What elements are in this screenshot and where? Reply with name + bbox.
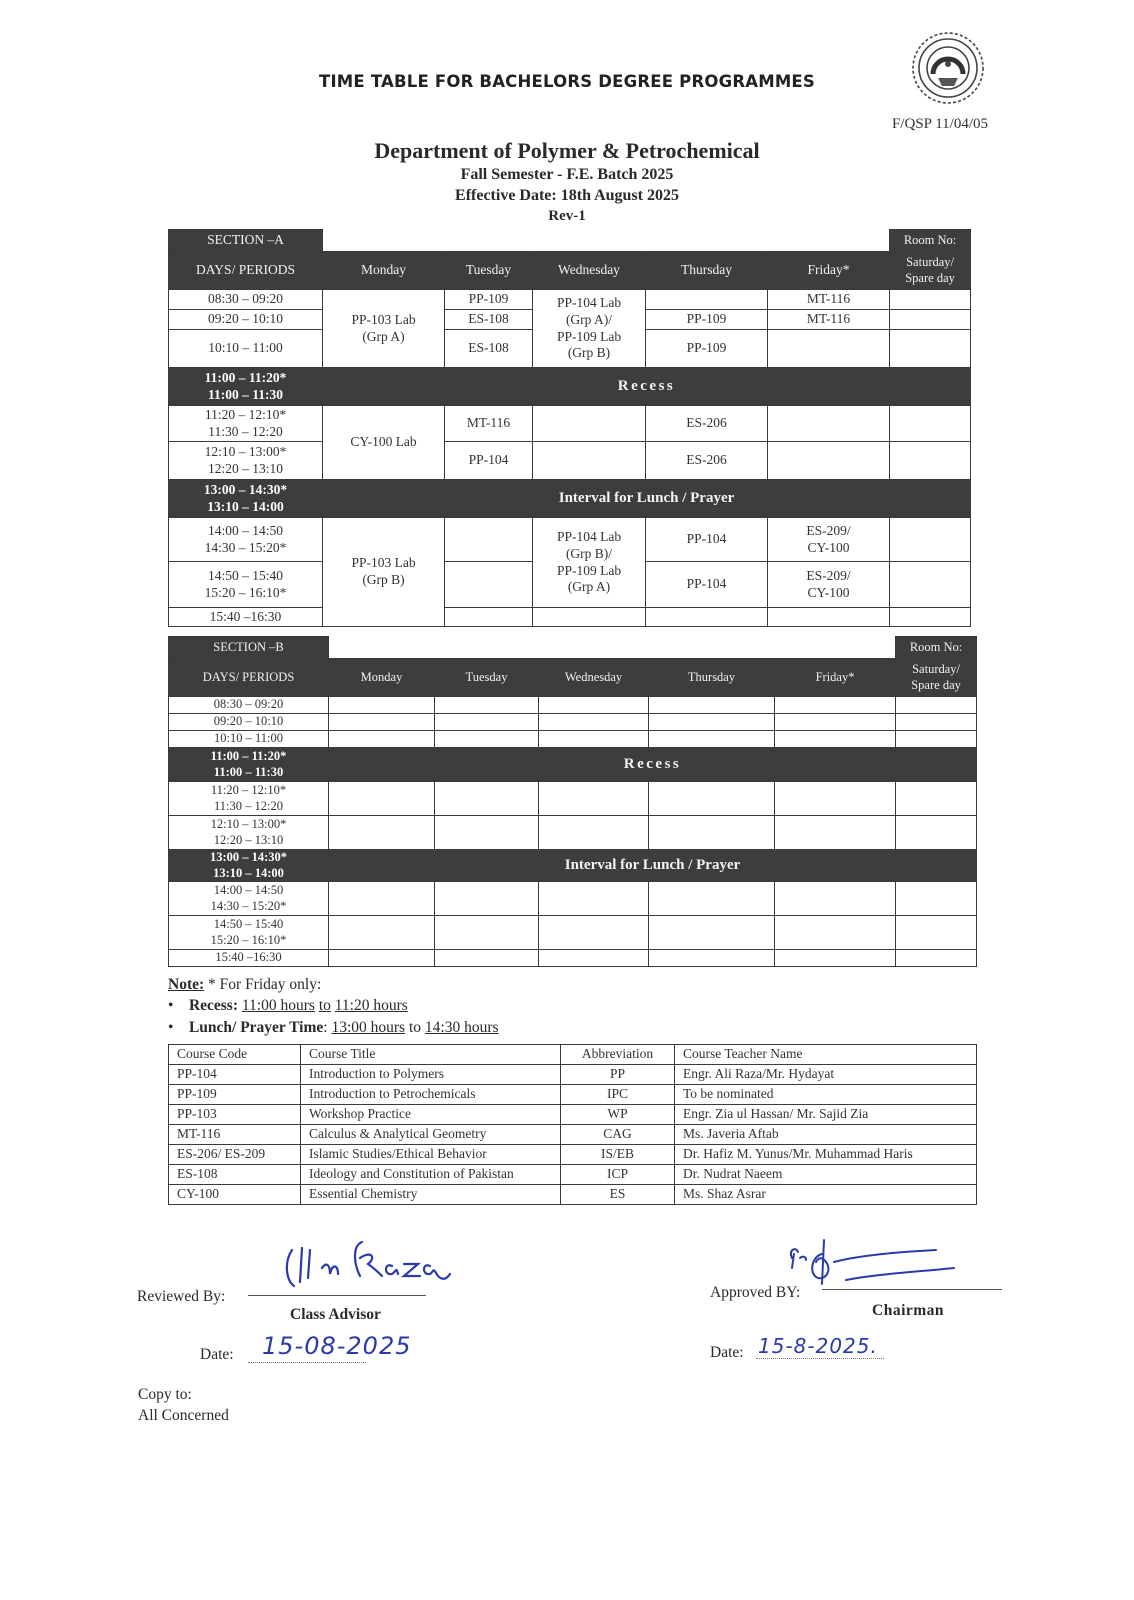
day-header-friday: Friday* — [775, 659, 896, 697]
course-row — [169, 1145, 977, 1165]
saturday-header: Saturday/ Spare day — [890, 252, 971, 290]
empty-class-cell — [775, 816, 896, 850]
approved-signature-line — [822, 1289, 1002, 1290]
course-cell: ES-206/ ES-209 — [169, 1145, 301, 1165]
empty-class-cell — [329, 731, 435, 748]
revision-label: Rev-1 — [548, 208, 586, 224]
reviewed-date-line — [248, 1362, 366, 1363]
empty-class-cell — [649, 950, 775, 967]
empty-class-cell — [649, 782, 775, 816]
room-cell — [890, 406, 971, 442]
course-row — [169, 1125, 977, 1145]
course-cell: ICP — [561, 1165, 675, 1185]
empty-class-cell — [539, 782, 649, 816]
course-cell: ES — [561, 1185, 675, 1205]
reviewed-date-value: 15-08-2025 — [262, 1332, 412, 1360]
empty-class-cell — [329, 782, 435, 816]
empty-class-cell — [896, 916, 977, 950]
reviewed-signature-line — [248, 1295, 426, 1296]
course-header-cell: Course Teacher Name — [675, 1045, 977, 1065]
lunch-note: • Lunch/ Prayer Time: 13:00 hours to 14:30 hours — [168, 1019, 499, 1036]
lunch-band: Interval for Lunch / Prayer — [323, 480, 971, 518]
empty-class-cell — [539, 950, 649, 967]
course-table-header-row — [169, 1045, 977, 1065]
recess-note: • Recess: 11:00 hours to 11:20 hours — [168, 997, 408, 1014]
class-cell — [445, 562, 533, 608]
time-cell: 11:20 – 12:10* 11:30 – 12:20 — [169, 782, 329, 816]
lunch-time-cell: 13:00 – 14:30* 13:10 – 14:00 — [169, 480, 323, 518]
day-header-monday: Monday — [329, 659, 435, 697]
course-cell: Islamic Studies/Ethical Behavior — [301, 1145, 561, 1165]
empty-class-cell — [435, 731, 539, 748]
course-cell: CY-100 — [169, 1185, 301, 1205]
class-cell: MT-116 — [768, 310, 890, 330]
chairman-signature — [786, 1236, 956, 1296]
empty-class-cell — [539, 882, 649, 916]
empty-class-cell — [649, 714, 775, 731]
empty-class-cell — [775, 950, 896, 967]
room-cell — [890, 608, 971, 627]
class-cell — [533, 442, 646, 480]
empty-class-cell — [649, 816, 775, 850]
empty-class-cell — [775, 916, 896, 950]
course-cell: PP-104 — [169, 1065, 301, 1085]
time-cell: 15:40 –16:30 — [169, 608, 323, 627]
empty-class-cell — [649, 882, 775, 916]
time-cell: 10:10 – 11:00 — [169, 731, 329, 748]
room-cell — [890, 442, 971, 480]
course-cell: Engr. Zia ul Hassan/ Mr. Sajid Zia — [675, 1105, 977, 1125]
empty-class-cell — [775, 782, 896, 816]
lunch-time-cell: 13:00 – 14:30* 13:10 – 14:00 — [169, 850, 329, 882]
note-line: Note: * For Friday only: — [168, 976, 322, 993]
department-title: Department of Polymer & Petrochemical — [374, 138, 760, 163]
class-cell: ES-206 — [646, 442, 768, 480]
course-header-cell: Course Title — [301, 1045, 561, 1065]
course-header-cell: Abbreviation — [561, 1045, 675, 1065]
class-cell: CY-100 Lab — [323, 406, 445, 480]
course-cell: MT-116 — [169, 1125, 301, 1145]
chairman-label: Chairman — [872, 1302, 945, 1319]
course-cell: Introduction to Petrochemicals — [301, 1085, 561, 1105]
course-row — [169, 1065, 977, 1085]
approved-by-label: Approved BY: — [710, 1284, 801, 1301]
empty-class-cell — [775, 714, 896, 731]
time-cell: 12:10 – 13:00* 12:20 – 13:10 — [169, 816, 329, 850]
class-cell: ES-206 — [646, 406, 768, 442]
empty-class-cell — [539, 731, 649, 748]
time-cell: 14:50 – 15:40 15:20 – 16:10* — [169, 916, 329, 950]
day-header-wednesday: Wednesday — [533, 252, 646, 290]
empty-class-cell — [775, 882, 896, 916]
class-cell — [533, 406, 646, 442]
saturday-header: Saturday/ Spare day — [896, 659, 977, 697]
course-cell: PP-103 — [169, 1105, 301, 1125]
empty-class-cell — [775, 731, 896, 748]
class-cell — [533, 608, 646, 627]
time-cell: 08:30 – 09:20 — [169, 290, 323, 310]
course-row — [169, 1165, 977, 1185]
empty-class-cell — [329, 637, 896, 659]
course-cell: ES-108 — [169, 1165, 301, 1185]
recess-time-cell: 11:00 – 11:20* 11:00 – 11:30 — [169, 368, 323, 406]
course-cell: Ms. Shaz Asrar — [675, 1185, 977, 1205]
course-cell: Calculus & Analytical Geometry — [301, 1125, 561, 1145]
class-cell — [646, 608, 768, 627]
day-header-tuesday: Tuesday — [445, 252, 533, 290]
course-header-cell: Course Code — [169, 1045, 301, 1065]
time-cell: 09:20 – 10:10 — [169, 714, 329, 731]
class-cell: ES-209/ CY-100 — [768, 562, 890, 608]
section-a-timetable — [168, 229, 971, 627]
class-cell: MT-116 — [445, 406, 533, 442]
empty-class-cell — [329, 816, 435, 850]
days-periods-header: DAYS/ PERIODS — [169, 252, 323, 290]
empty-class-cell — [435, 714, 539, 731]
recess-band: Recess — [329, 748, 977, 782]
course-cell: Essential Chemistry — [301, 1185, 561, 1205]
course-cell: Dr. Nudrat Naeem — [675, 1165, 977, 1185]
room-cell — [890, 330, 971, 368]
empty-class-cell — [329, 882, 435, 916]
empty-class-cell — [649, 731, 775, 748]
class-cell: PP-103 Lab (Grp A) — [323, 290, 445, 368]
course-row — [169, 1105, 977, 1125]
course-row — [169, 1085, 977, 1105]
empty-class-cell — [649, 916, 775, 950]
class-cell — [768, 330, 890, 368]
empty-class-cell — [649, 697, 775, 714]
class-cell: PP-103 Lab (Grp B) — [323, 518, 445, 627]
recess-band: Recess — [323, 368, 971, 406]
course-cell: To be nominated — [675, 1085, 977, 1105]
course-cell: Ms. Javeria Aftab — [675, 1125, 977, 1145]
class-cell — [768, 608, 890, 627]
empty-class-cell — [896, 697, 977, 714]
effective-date: Effective Date: 18th August 2025 — [455, 187, 679, 204]
class-cell — [768, 406, 890, 442]
empty-class-cell — [896, 714, 977, 731]
empty-class-cell — [435, 882, 539, 916]
class-cell: PP-104 — [445, 442, 533, 480]
semester-subtitle: Fall Semester - F.E. Batch 2025 — [460, 166, 674, 183]
empty-class-cell — [435, 816, 539, 850]
course-cell: PP — [561, 1065, 675, 1085]
empty-class-cell — [539, 816, 649, 850]
copy-to: Copy to: All Concerned — [138, 1386, 229, 1424]
room-cell — [890, 290, 971, 310]
empty-class-cell — [435, 782, 539, 816]
time-cell: 11:20 – 12:10* 11:30 – 12:20 — [169, 406, 323, 442]
course-cell: PP-109 — [169, 1085, 301, 1105]
empty-class-cell — [896, 816, 977, 850]
course-cell: Introduction to Polymers — [301, 1065, 561, 1085]
class-cell — [445, 518, 533, 562]
class-cell: PP-104 Lab (Grp A)/ PP-109 Lab (Grp B) — [533, 290, 646, 368]
lunch-band: Interval for Lunch / Prayer — [329, 850, 977, 882]
day-header-friday: Friday* — [768, 252, 890, 290]
time-cell: 14:00 – 14:50 14:30 – 15:20* — [169, 518, 323, 562]
empty-class-cell — [435, 697, 539, 714]
empty-class-cell — [435, 950, 539, 967]
empty-class-cell — [896, 950, 977, 967]
empty-class-cell — [539, 916, 649, 950]
room-cell — [890, 562, 971, 608]
course-cell: WP — [561, 1105, 675, 1125]
class-cell — [768, 442, 890, 480]
empty-class-cell — [896, 782, 977, 816]
class-cell: PP-104 Lab (Grp B)/ PP-109 Lab (Grp A) — [533, 518, 646, 608]
empty-class-cell — [539, 714, 649, 731]
section-b-label: SECTION –B — [169, 637, 329, 659]
empty-class-cell — [775, 697, 896, 714]
time-cell: 14:50 – 15:40 15:20 – 16:10* — [169, 562, 323, 608]
day-header-thursday: Thursday — [649, 659, 775, 697]
class-cell: PP-104 — [646, 518, 768, 562]
class-cell: ES-108 — [445, 310, 533, 330]
section-a-label: SECTION –A — [169, 230, 323, 252]
time-cell: 10:10 – 11:00 — [169, 330, 323, 368]
day-header-monday: Monday — [323, 252, 445, 290]
time-cell: 14:00 – 14:50 14:30 – 15:20* — [169, 882, 329, 916]
day-header-tuesday: Tuesday — [435, 659, 539, 697]
course-cell: IS/EB — [561, 1145, 675, 1165]
reviewed-by-label: Reviewed By: — [137, 1288, 226, 1305]
empty-class-cell — [896, 731, 977, 748]
approved-date-label: Date: — [710, 1344, 744, 1361]
recess-time-cell: 11:00 – 11:20* 11:00 – 11:30 — [169, 748, 329, 782]
time-cell: 15:40 –16:30 — [169, 950, 329, 967]
empty-class-cell — [539, 697, 649, 714]
course-cell: Dr. Hafiz M. Yunus/Mr. Muhammad Haris — [675, 1145, 977, 1165]
class-advisor-label: Class Advisor — [290, 1306, 381, 1323]
approved-date-value: 15-8-2025. — [758, 1334, 878, 1358]
empty-class-cell — [329, 950, 435, 967]
time-cell: 12:10 – 13:00* 12:20 – 13:10 — [169, 442, 323, 480]
class-cell: PP-109 — [646, 330, 768, 368]
empty-class-cell — [329, 714, 435, 731]
reviewed-date-label: Date: — [200, 1346, 234, 1363]
empty-class-cell — [329, 697, 435, 714]
course-cell: IPC — [561, 1085, 675, 1105]
day-header-wednesday: Wednesday — [539, 659, 649, 697]
room-cell — [890, 518, 971, 562]
form-code: F/QSP 11/04/05 — [892, 116, 988, 132]
days-periods-header: DAYS/ PERIODS — [169, 659, 329, 697]
empty-class-cell — [329, 916, 435, 950]
course-row — [169, 1185, 977, 1205]
class-cell: PP-109 — [646, 310, 768, 330]
course-cell: CAG — [561, 1125, 675, 1145]
course-cell: Workshop Practice — [301, 1105, 561, 1125]
empty-class-cell — [896, 882, 977, 916]
room-no-header: Room No: — [896, 637, 977, 659]
day-header-thursday: Thursday — [646, 252, 768, 290]
course-cell: Engr. Ali Raza/Mr. Hydayat — [675, 1065, 977, 1085]
main-title: TIME TABLE FOR BACHELORS DEGREE PROGRAMMES — [319, 72, 815, 91]
section-b-timetable — [168, 636, 977, 967]
time-cell: 08:30 – 09:20 — [169, 697, 329, 714]
university-logo-icon — [908, 28, 988, 108]
class-cell: PP-109 — [445, 290, 533, 310]
room-no-header: Room No: — [890, 230, 971, 252]
class-cell: MT-116 — [768, 290, 890, 310]
class-cell: ES-108 — [445, 330, 533, 368]
class-cell — [646, 290, 768, 310]
course-table — [168, 1044, 977, 1205]
class-cell — [445, 608, 533, 627]
time-cell: 09:20 – 10:10 — [169, 310, 323, 330]
room-cell — [890, 310, 971, 330]
class-cell: ES-209/ CY-100 — [768, 518, 890, 562]
empty-class-cell — [435, 916, 539, 950]
class-advisor-signature — [280, 1228, 455, 1296]
course-cell: Ideology and Constitution of Pakistan — [301, 1165, 561, 1185]
class-cell: PP-104 — [646, 562, 768, 608]
approved-date-line — [756, 1358, 884, 1359]
